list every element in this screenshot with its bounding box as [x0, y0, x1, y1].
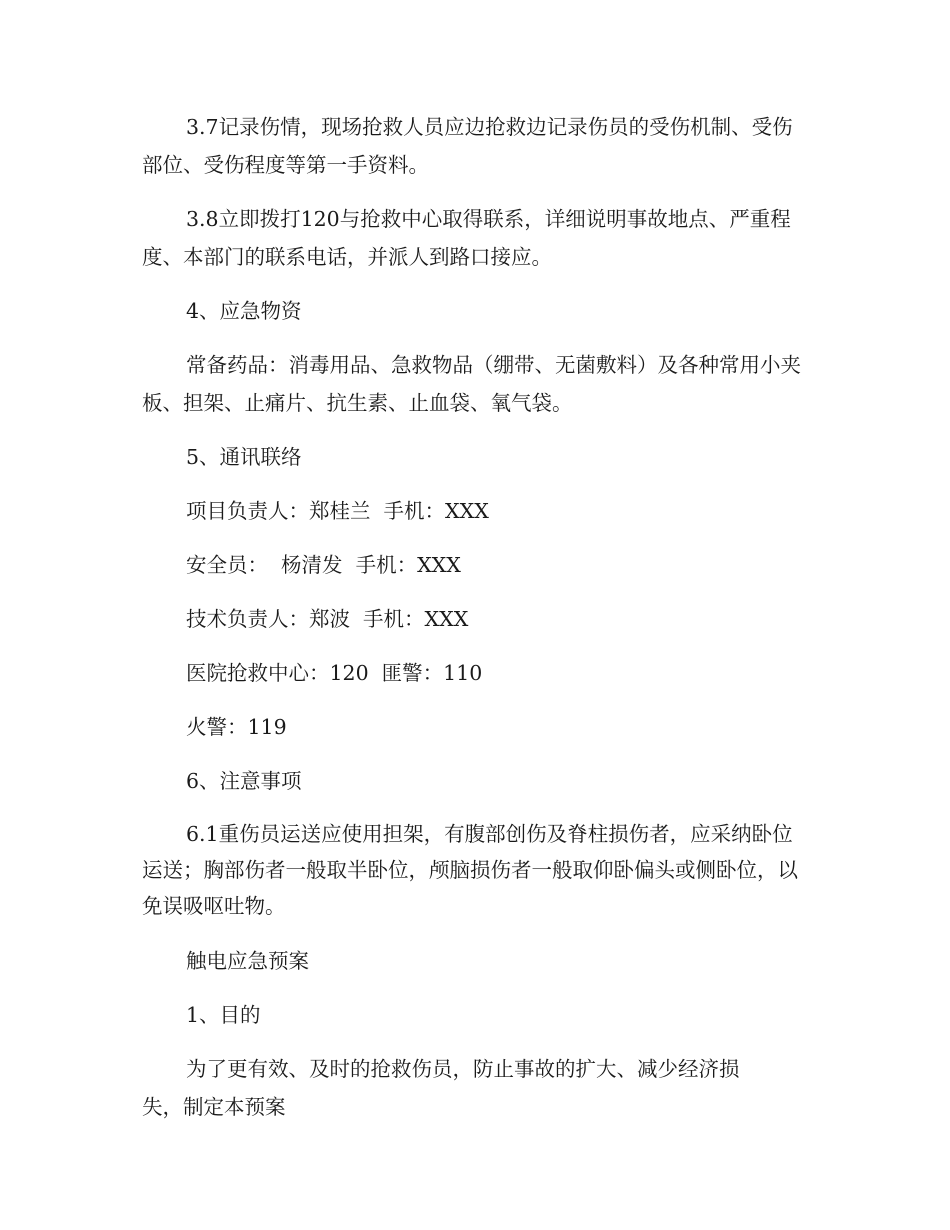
- heading-emergency-supplies: 4、应急物资: [186, 299, 302, 323]
- heading-communication: 5、通讯联络: [186, 445, 302, 469]
- paragraph-record-injuries: 3.7记录伤情，现场抢救人员应边抢救边记录伤员的受伤机制、受伤部位、受伤程度等第一手资料。: [142, 115, 793, 177]
- contact-project-manager: 项目负责人：郑桂兰 手机：XXX: [186, 499, 489, 523]
- contact-safety-officer: 安全员： 杨清发 手机：XXX: [186, 553, 461, 577]
- paragraph-purpose: 为了更有效、及时的抢救伤员，防止事故的扩大、减少经济损失，制定本预案: [142, 1057, 740, 1119]
- heading-precautions: 6、注意事项: [186, 769, 302, 793]
- contact-hospital-police: 医院抢救中心：120 匪警：110: [186, 661, 483, 685]
- heading-purpose: 1、目的: [186, 1003, 261, 1027]
- paragraph-common-medicines: 常备药品：消毒用品、急救物品（绷带、无菌敷料）及各种常用小夹板、担架、止痛片、抗生素、止血袋、氧气袋。: [142, 353, 801, 415]
- contact-technical-lead: 技术负责人：郑波 手机：XXX: [186, 607, 469, 631]
- paragraph-call-120: 3.8立即拨打120与抢救中心取得联系，详细说明事故地点、严重程度、本部门的联系电话，并派人到路口接应。: [142, 207, 791, 269]
- contact-fire: 火警：119: [186, 715, 287, 739]
- paragraph-transport-injured: 6.1重伤员运送应使用担架，有腹部创伤及脊柱损伤者，应采纳卧位运送；胸部伤者一般取半卧位，颅脑损伤者一般取仰卧偏头或侧卧位，以免误吸呕吐物。: [142, 822, 798, 918]
- heading-electric-shock-plan: 触电应急预案: [186, 949, 309, 973]
- document-body: [142, 108, 812, 1142]
